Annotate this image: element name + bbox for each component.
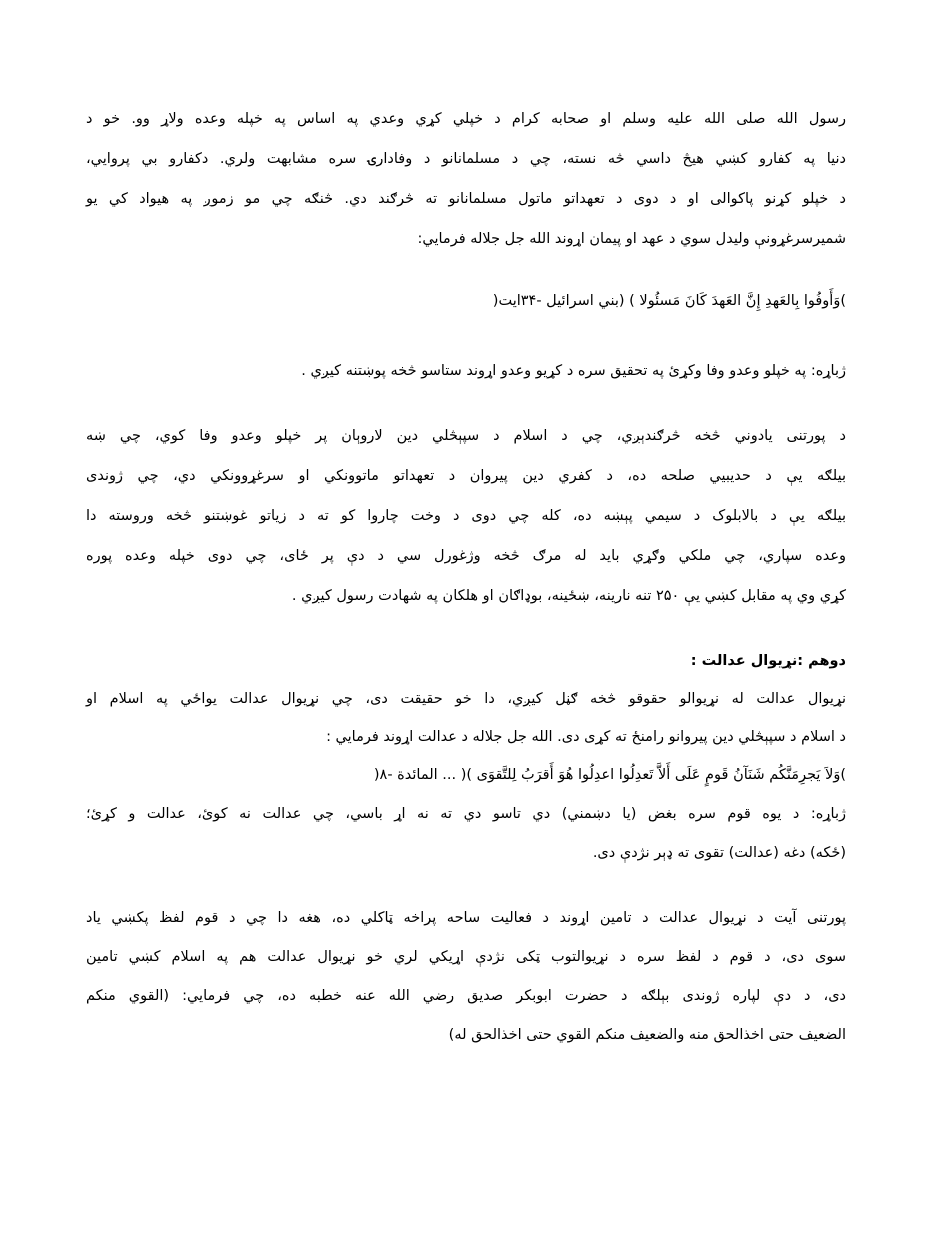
paragraph-2-line-1: د پورتنی یادوني څخه څرګندېږي، چي د اسلام د سپېڅلي دین لاروېان پر خپلو وعدو وفا کوي، چي ښه xyxy=(86,428,846,444)
section-heading: دوهم :نړیوال عدالت : xyxy=(690,653,846,669)
quran-verse-1: )وَأَوفُوا بِالعَهدِ إِنَّ العَهدَ كَانَ مَسئُولا ) (بني اسرائیل -۳۴ایت( xyxy=(492,293,846,309)
paragraph-1-line-2: دنیا په کفارو کښي هيڅ داسي څه نسته، چي د مسلمانانو د وفادارۍ سره مشابهت ولري. دکفارو بي پروايي، xyxy=(86,151,846,167)
paragraph-4-line-2: سوی دی، د قوم د لفظ سره د نړیوالتوب ټکی نژدې اړیکي لري خو نړیوال عدالت هم په اسلام کښي تامین xyxy=(86,949,846,965)
paragraph-2-line-4: وعده سپاري، چي ملکي وګړي باید له مرګ څخه وژغورل سي د دې پر ځای، چي دوی خپله وعده پوره xyxy=(86,548,846,564)
quran-verse-2: )وَلاَ يَجرِمَنَّكُم شَنَآنُ قَومٍ عَلَى أَلاَّ تَعدِلُوا اعدِلُوا هُوَ أَقرَبُ لِلتَّقوَى )( ... المائدة -۸( xyxy=(373,767,846,783)
translation-2-line-2: (ځکه) دغه (عدالت) تقوی ته ډېر نژدې دی. xyxy=(592,845,846,861)
paragraph-1-line-1: رسول الله صلی الله علیه وسلم او صحابه کرام د خپلي کړي وعدي په اساس په خپله وعده ولاړ وو. خو د xyxy=(86,111,846,127)
translation-1: ژباړه: په خپلو وعدو وفا وکړئ په تحقیق سره د کړیو وعدو اړوند ستاسو څخه پوښتنه کیږي . xyxy=(301,363,846,379)
translation-2-line-1: ژباړه: د يوه قوم سره بغض (یا دښمني) دي تاسو دي ته نه اړ باسي، چي عدالت نه کوئ، عدالت و کړئ؛ xyxy=(86,806,846,822)
paragraph-1-line-4: شمیرسرغړونې ولیدل سوي د عهد او پیمان اړوند الله جل جلاله فرمايي: xyxy=(417,231,846,247)
paragraph-4-line-4: الضعیف حتی اخذالحق منه والضعیف منکم القوي حتی اخذالحق له) xyxy=(448,1027,846,1043)
paragraph-4-line-3: دی، د دې لپاره ژوندی بېلګه د حضرت ابوبکر صدیق رضي الله عنه خطبه ده، چي فرمايي: (القوي منکم xyxy=(86,988,846,1004)
paragraph-2-line-5: کړي وي په مقابل کښي يې ۲۵۰ تنه نارینه، ښځینه، بوډاګان او هلکان په شهادت رسول کیږي . xyxy=(291,588,846,604)
paragraph-2-line-2: بیلګه يې د حدیبيي صلحه ده، د کفري دین پیروان د تعهداتو ماتوونکي او سرغړوونکي دي، چي ژوندی xyxy=(86,468,846,484)
paragraph-1-line-3: د خپلو کړنو پاکوالی او د دوی د تعهداتو ماتول مسلمانانو ته څرګند دي. څنګه چي مو زموږ په هیواد کي يو xyxy=(86,191,846,207)
paragraph-4-line-1: پورتنی آیت د نړیوال عدالت د تامین اړوند د فعالیت ساحه پراخه ټاکلي ده، هغه دا چي د قوم لفظ پکښي یاد xyxy=(86,910,846,926)
paragraph-3-line-2: د اسلام د سپېڅلي دین پیروانو رامنځ ته کړی دی. الله جل جلاله د عدالت اړوند فرمايي : xyxy=(326,729,846,745)
paragraph-2-line-3: بیلګه يې د بالابلوک د سیمي پېښه ده، کله چي دوی د وخت چاروا کو ته د زیاتو غوښتنو څخه وروسته دا xyxy=(86,508,846,524)
paragraph-3-line-1: نړیوال عدالت له نړیوالو حقوقو څخه ګڼل کیږي، دا خو حقیقت دی، چي نړیوال عدالت یواځي په اسلام او xyxy=(86,691,846,707)
